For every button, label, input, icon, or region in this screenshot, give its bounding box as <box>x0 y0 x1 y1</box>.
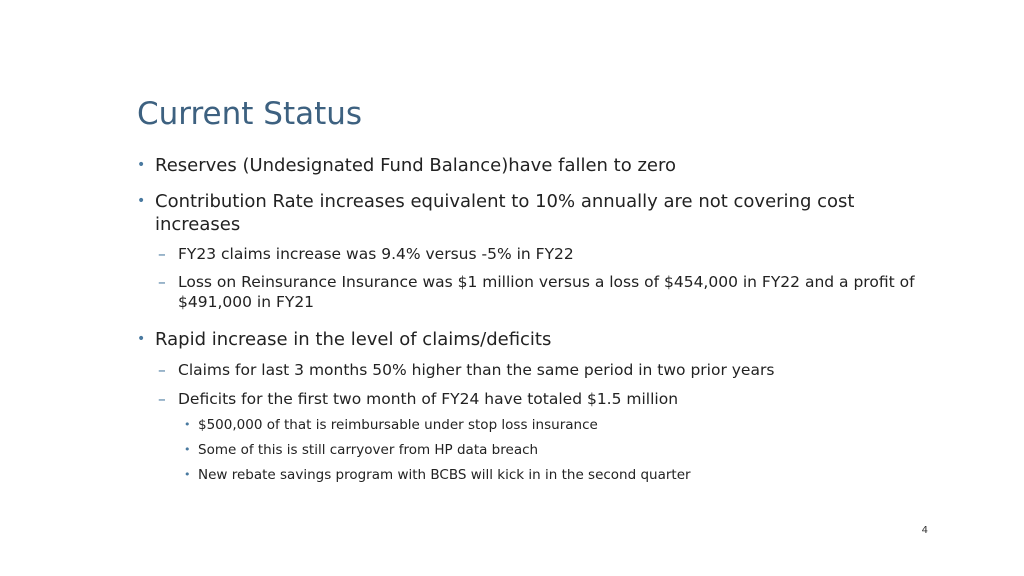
bullet-3-subsub-1 <box>137 416 917 434</box>
dash-icon: – <box>158 361 166 379</box>
bullet-1 <box>137 154 917 177</box>
slide-content <box>137 154 917 484</box>
bullet-3-subsub-3-text: New rebate savings program with BCBS will kick in in the second quarter <box>198 467 691 483</box>
slide-title: Current Status <box>137 96 363 132</box>
bullet-3-sub-1 <box>137 360 917 380</box>
bullet-dot-icon: • <box>184 418 191 431</box>
bullet-1-text: Reserves (Undesignated Fund Balance)have fallen to zero <box>155 155 677 176</box>
bullet-dot-icon: • <box>184 468 191 481</box>
bullet-2-sub-2-text: Loss on Reinsurance Insurance was $1 million versus a loss of $454,000 in FY22 and a profit of $491,000 in FY21 <box>178 273 915 311</box>
bullet-3-subsub-1-text: $500,000 of that is reimbursable under stop loss insurance <box>198 417 598 433</box>
dash-icon: – <box>158 390 166 408</box>
bullet-2-sub-1 <box>137 244 917 264</box>
bullet-3-sub-1-text: Claims for last 3 months 50% higher than the same period in two prior years <box>178 361 775 379</box>
bullet-dot-icon: • <box>184 443 191 456</box>
bullet-2-sub-2 <box>137 272 917 312</box>
bullet-3-sub-2-text: Deficits for the first two month of FY24 have totaled $1.5 million <box>178 390 679 408</box>
bullet-3 <box>137 328 917 351</box>
page-number: 4 <box>921 525 928 536</box>
bullet-dot-icon: • <box>137 193 146 209</box>
bullet-dot-icon: • <box>137 157 146 173</box>
dash-icon: – <box>158 245 166 263</box>
bullet-2-text: Contribution Rate increases equivalent to 10% annually are not covering cost increases <box>155 191 855 235</box>
dash-icon: – <box>158 273 166 291</box>
bullet-2-sub-1-text: FY23 claims increase was 9.4% versus -5% in FY22 <box>178 245 574 263</box>
bullet-3-subsub-2-text: Some of this is still carryover from HP data breach <box>198 442 539 458</box>
bullet-3-sub-2 <box>137 389 917 409</box>
bullet-2 <box>137 190 917 236</box>
bullet-3-text: Rapid increase in the level of claims/deficits <box>155 329 552 350</box>
bullet-3-subsub-3 <box>137 466 917 484</box>
bullet-dot-icon: • <box>137 331 146 347</box>
bullet-3-subsub-2 <box>137 441 917 459</box>
